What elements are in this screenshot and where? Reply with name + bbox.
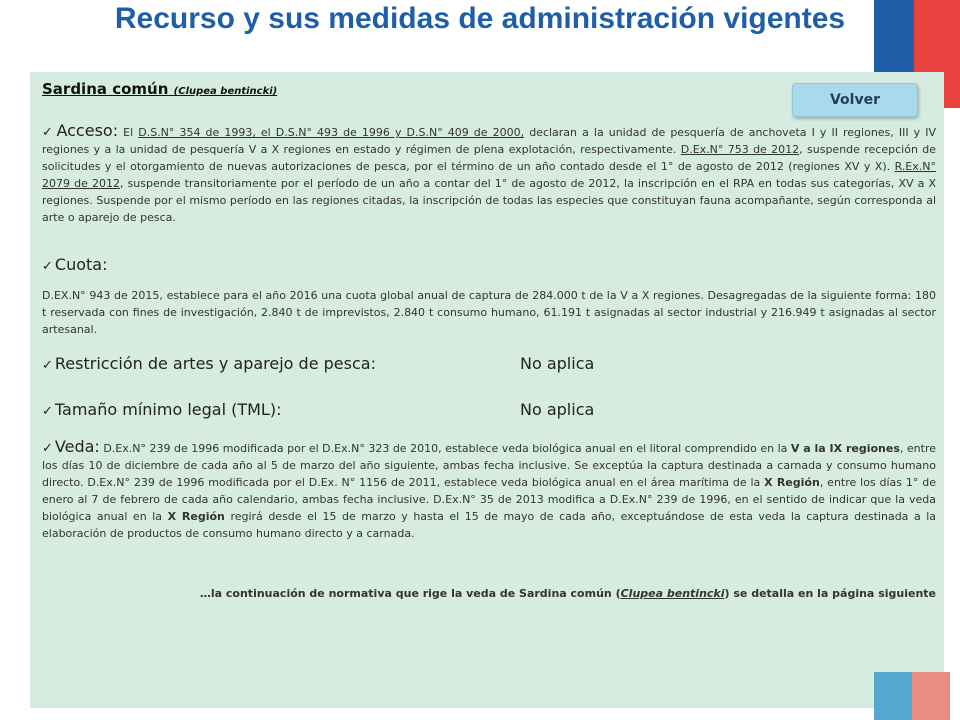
restriccion-label: Restricción de artes y aparejo de pesca: (54, 354, 376, 373)
acceso-heading: Acceso: (56, 121, 119, 140)
restriccion-value: No aplica (520, 354, 595, 373)
acceso-text: , suspende recepción de solicitudes y el otorgamiento de nuevas autorizaciones de pesca, por el término de un año contado desde el 1° de agosto de 2012 (regiones XV y X). (42, 143, 937, 173)
veda-text: , entre los días 10 de diciembre de cada año al 5 de marzo del año siguiente, ambas fecha inclusive. Se exceptúa la captura destinada a carnada y consumo humano directo. D.Ex.N° 239 de 1996 modificada por el D.Ex. N° 1156 de 2011, establece veda biológica anual en el área marítima de la (42, 442, 936, 489)
cuota-heading: Cuota: (54, 255, 108, 274)
checkmark-icon: ✓ (42, 404, 53, 419)
checkmark-icon: ✓ (42, 441, 53, 456)
restriccion-row (42, 354, 595, 373)
acceso-text: , suspende transitoriamente por el período de un año a contar del 1° de agosto de 2012, la inscripción en el RPA en todas sus categorías, XV a X regiones. Suspende por el mismo período en las regiones citadas, la inscripción de todas las especies que constituyan fauna acompañante, según corresponda al arte o aparejo de pesca. (42, 177, 937, 224)
continuation-text: …la continuación de normativa que rige la veda de Sardina común ( (199, 587, 621, 600)
flag-light-blue-stripe (874, 672, 912, 720)
veda-text: D.Ex.N° 239 de 1996 modificada por el D.Ex.N° 323 de 2010, establece veda biológica anual en el litoral comprendido en la (103, 442, 788, 455)
cuota-text: D.EX.N° 943 de 2015, establece para el año 2016 una cuota global anual de captura de 284.000 t de la V a X regiones. Desagregadas de la siguiente forma: 180 t reservada con fines de investigación, 2.840 t de imprevistos, 2.840 t consumo humano, 61.191 t asignadas al sector industrial y 216.949 t asignadas al sector artesanal. (42, 289, 936, 336)
acceso-section (42, 122, 936, 226)
acceso-text: declaran a la unidad de pesquería de anchoveta I y II regiones, III y IV regiones y a la unidad de pesquería V a X regiones en estado y régimen de plena explotación, respectivamente. (42, 126, 936, 156)
cuota-heading-row (42, 256, 936, 275)
checkmark-icon: ✓ (42, 259, 53, 274)
acceso-text: El (123, 126, 134, 139)
continuation-scientific-name: Clupea bentincki (620, 587, 725, 600)
page-title: Recurso y sus medidas de administración vigentes (114, 2, 846, 35)
acceso-decree-link: D.S.N° 354 de 1993, el D.S.N° 493 de 1996 y D.S.N° 409 de 2000, (138, 126, 525, 139)
tml-label: Tamaño mínimo legal (TML): (54, 400, 282, 419)
species-scientific-name: (Clupea bentincki) (173, 86, 278, 97)
checkmark-icon: ✓ (42, 125, 55, 140)
tml-value: No aplica (520, 400, 595, 419)
species-title (42, 80, 277, 98)
veda-bold-region: X Región (167, 510, 225, 523)
content-panel (30, 72, 944, 708)
veda-bold-region: X Región (764, 476, 820, 489)
checkmark-icon: ✓ (42, 358, 53, 373)
flag-decoration-bottom (874, 672, 950, 720)
continuation-note (56, 587, 936, 600)
veda-text: , entre los días 1° de enero al 7 de febrero de cada año calendario, ambas fecha inclusive. D.Ex.N° 35 de 2013 modifica a D.Ex.N° 239 de 1996, en el sentido de indicar que la veda biológica anual en la (42, 476, 937, 523)
continuation-text: ) se detalla en la página siguiente (724, 587, 936, 600)
veda-section (42, 438, 936, 542)
tml-row (42, 400, 595, 419)
veda-text: regirá desde el 15 de marzo y hasta el 15 de mayo de cada año, exceptuándose de esta veda la captura destinada a la elaboración de productos de consumo humano directo y a carnada. (42, 510, 937, 540)
veda-heading: Veda: (54, 437, 100, 456)
volver-button[interactable]: Volver (792, 83, 918, 117)
flag-light-red-stripe (912, 672, 950, 720)
species-name: Sardina común (42, 80, 169, 98)
acceso-decree-link: D.Ex.N° 753 de 2012 (680, 143, 800, 156)
acceso-decree-link: R.Ex.N° 2079 de 2012 (42, 160, 936, 190)
veda-bold-region: V a la IX regiones (790, 442, 900, 455)
